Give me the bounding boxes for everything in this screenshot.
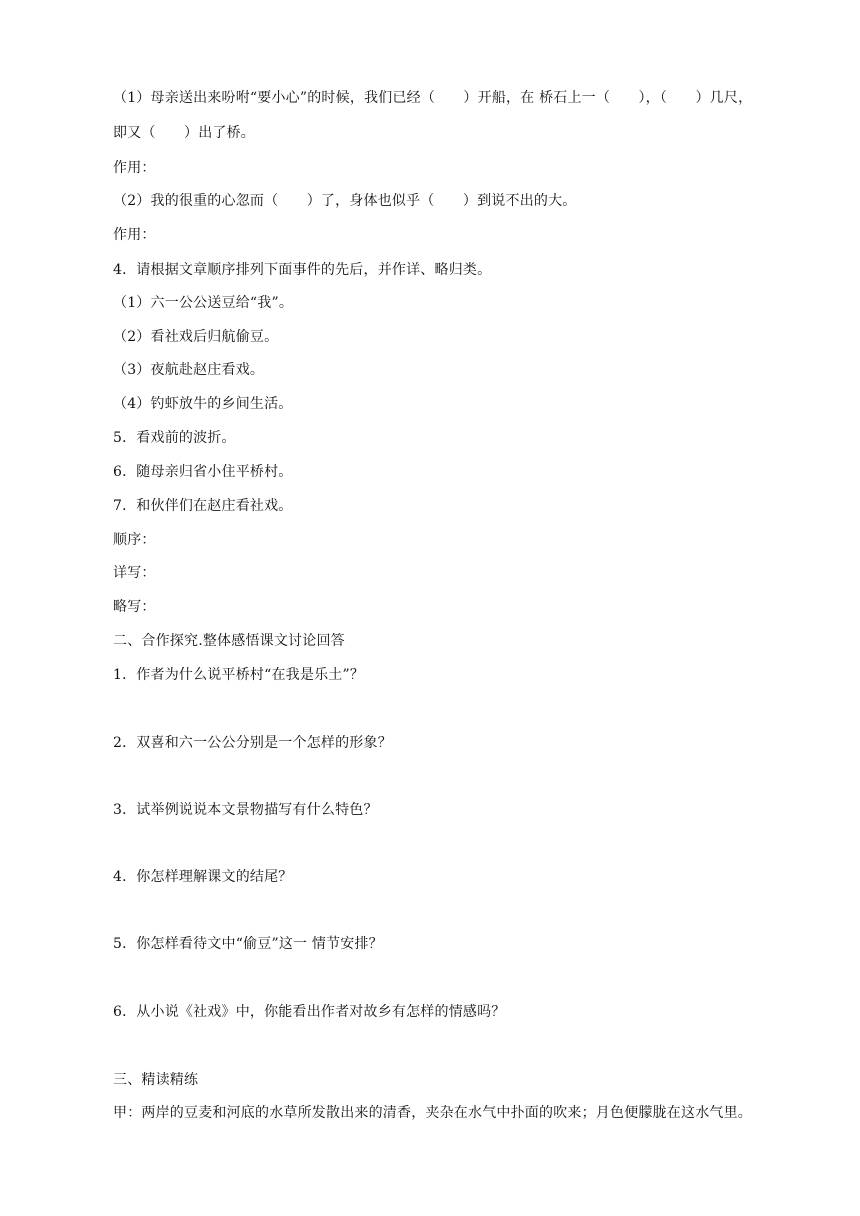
event-5: 5．看戏前的波折。 <box>113 430 236 446</box>
item-4-instruction: 4．请根据文章顺序排列下面事件的先后，并作详、略归类。 <box>113 262 492 278</box>
event-7: 7．和伙伴们在赵庄看社戏。 <box>113 498 293 514</box>
section-2-heading: 二、合作探究.整体感悟课文讨论回答 <box>113 633 345 649</box>
discussion-question-3: 3．试举例说说本文景物描写有什么特色？ <box>113 802 378 818</box>
discussion-question-4: 4．你怎样理解课文的结尾？ <box>113 869 293 885</box>
function-label-2: 作用： <box>113 227 156 243</box>
discussion-question-1: 1．作者为什么说平桥村“在我是乐土”？ <box>113 667 365 683</box>
event-1: （1）六一公公送豆给“我”。 <box>113 295 294 311</box>
section-3-heading: 三、精读精练 <box>113 1072 199 1088</box>
reading-passage-a: 甲：两岸的豆麦和河底的水草所发散出来的清香，夹杂在水气中扑面的吹来；月色便朦胧在这水气里。 <box>113 1105 752 1121</box>
event-2: （2）看社戏后归航偷豆。 <box>113 329 279 345</box>
order-label: 顺序： <box>113 532 156 548</box>
question-1-line-1-text: （1）母亲送出来吩咐“要小心”的时候，我们已经（ ）开船，在 桥石上一（ ），（ ）几尺， <box>113 90 753 106</box>
detailed-writing-label: 详写： <box>113 565 156 581</box>
function-label-1: 作用： <box>113 160 156 176</box>
discussion-question-2: 2．双喜和六一公公分别是一个怎样的形象？ <box>113 735 392 751</box>
discussion-question-5: 5．你怎样看待文中“偷豆”这一 情节安排？ <box>113 936 383 952</box>
discussion-question-6: 6．从小说《社戏》中，你能看出作者对故乡有怎样的情感吗？ <box>113 1004 506 1020</box>
event-6: 6．随母亲归省小住平桥村。 <box>113 464 293 480</box>
event-4: （4）钓虾放牛的乡间生活。 <box>113 396 293 412</box>
question-1-line-2: 即又（ ）出了桥。 <box>113 125 255 141</box>
question-2-line: （2）我的很重的心忽而（ ）了，身体也似乎（ ）到说不出的大。 <box>113 193 577 209</box>
event-3: （3）夜航赴赵庄看戏。 <box>113 362 265 378</box>
brief-writing-label: 略写： <box>113 599 156 615</box>
question-1-line-1 <box>113 88 779 108</box>
